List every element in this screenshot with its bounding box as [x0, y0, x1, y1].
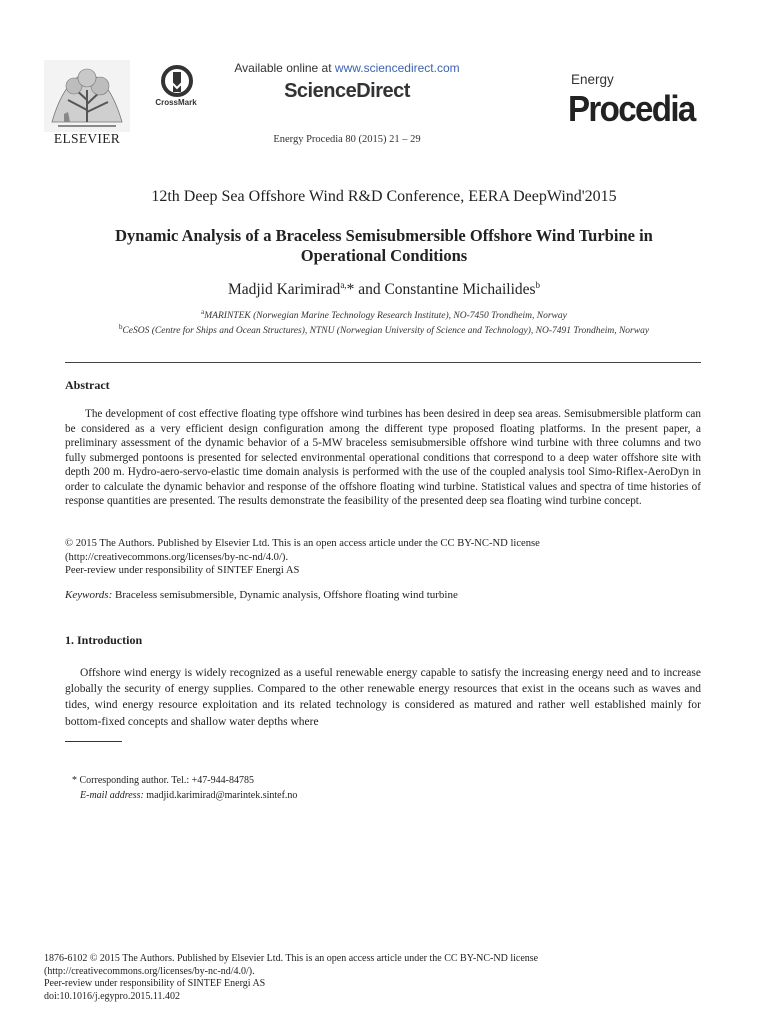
paper-title — [40, 226, 728, 266]
introduction-heading: 1. Introduction — [65, 633, 143, 647]
peer-review-note: Peer-review under responsibility of SINTEF Energi AS — [65, 565, 300, 576]
title-line-2: Operational Conditions — [300, 246, 468, 265]
author-1-affiliation: a, — [340, 280, 347, 290]
affiliation-a — [0, 308, 768, 321]
author-2-affiliation: b — [535, 280, 541, 290]
keywords-list: Braceless semisubmersible, Dynamic analysis, Offshore floating wind turbine — [112, 589, 458, 601]
affiliation-b-mark: b — [118, 323, 123, 331]
license-line-1: © 2015 The Authors. Published by Elsevier Ltd. This is an open access article under the CC BY-NC-ND license — [65, 538, 540, 549]
sciencedirect-wordmark: ScienceDirect — [284, 80, 410, 102]
crossmark-label: CrossMark — [155, 98, 197, 107]
corresponding-author: * Corresponding author. Tel.: +47-944-84785 — [72, 775, 254, 786]
license-line-2[interactable]: (http://creativecommons.org/licenses/by-nc-nd/4.0/). — [65, 551, 289, 563]
conference-name: 12th Deep Sea Offshore Wind R&D Conference, EERA DeepWind'2015 — [151, 188, 617, 205]
author-list — [0, 280, 768, 299]
affiliation-b — [0, 323, 768, 336]
email-line — [80, 790, 297, 801]
issn-line: 1876-6102 © 2015 The Authors. Published by Elsevier Ltd. This is an open access article under the CC BY-NC-ND license — [44, 953, 539, 964]
author-1: Madjid Karimirad — [227, 281, 341, 299]
abstract-text: The development of cost effective floating type offshore wind turbines has been desired in deep sea areas. Semisubmersible platform can be considered as a very efficient design configuration among the different type proposed floating platforms. In the present paper, a preliminary assessment of the dynamic behavior of a 5-MW braceless semisubmersible offshore wind turbine with three columns and two fully submerged pontoons is presented for selected environmental operational conditions that correspond to a deep water offshore site with depth 200 m. Hydro-aero-servo-elastic time domain analysis is performed with the use of the coupled analysis tool Simo-Riflex-AeroDyn in order to calculate the dynamic behavior and response of the offshore floating wind turbine. Statistical values and spectra of time histories of response quantities are presented. The results demonstrate the feasibility of the presented deep sea floating wind turbine concept. — [65, 408, 701, 507]
introduction-body — [65, 665, 701, 730]
publisher-name: ELSEVIER — [53, 131, 121, 146]
footnote-divider — [65, 741, 122, 742]
corresponding-mark: * — [346, 281, 355, 299]
sciencedirect-link[interactable]: www.sciencedirect.com — [334, 61, 460, 75]
email-address[interactable]: madjid.karimirad@marintek.sintef.no — [143, 790, 298, 801]
affiliation-a-text: MARINTEK (Norwegian Marine Technology Research Institute), NO-7450 Trondheim, Norway — [204, 311, 567, 322]
journal-citation: Energy Procedia 80 (2015) 21 – 29 — [273, 134, 421, 145]
journal-name-line2: Procedia — [568, 88, 695, 129]
affiliation-b-text: CeSOS (Centre for Ships and Ocean Structures), NTNU (Norwegian University of Science and Technology), NO-7491 Trondheim, Norway — [122, 326, 650, 337]
license-notice — [65, 537, 701, 578]
email-label: E-mail address: — [80, 790, 144, 801]
keywords-label: Keywords: — [65, 589, 113, 601]
license-url[interactable]: (http://creativecommons.org/licenses/by-nc-nd/4.0/). — [44, 965, 255, 977]
header-divider — [65, 362, 701, 363]
author-2: and Constantine Michailides — [354, 281, 536, 299]
issn-license — [44, 953, 538, 1003]
title-line-1: Dynamic Analysis of a Braceless Semisubmersible Offshore Wind Turbine in — [115, 226, 653, 245]
journal-name-line1: Energy — [571, 72, 614, 87]
abstract-body — [65, 407, 701, 509]
bottom-peer-review: Peer-review under responsibility of SINTEF Energi AS — [44, 978, 266, 989]
available-online — [200, 61, 494, 75]
doi[interactable]: doi:10.1016/j.egypro.2015.11.402 — [44, 990, 181, 1002]
introduction-text: Offshore wind energy is widely recognized as a useful renewable energy capable to satisfy the increasing energy need and to increase globally the security of energy supplies. Compared to the other renewable energy resources that exist in the oceans such as waves and tides, wind energy resource exploitation and its related technology is considered as matured and rather well established mainly for bottom-fixed concepts and shallow water depths where — [65, 667, 701, 728]
keywords — [65, 589, 701, 601]
affiliation-a-mark: a — [201, 308, 205, 316]
abstract-heading: Abstract — [65, 378, 110, 392]
available-prefix: Available online at — [234, 61, 335, 75]
